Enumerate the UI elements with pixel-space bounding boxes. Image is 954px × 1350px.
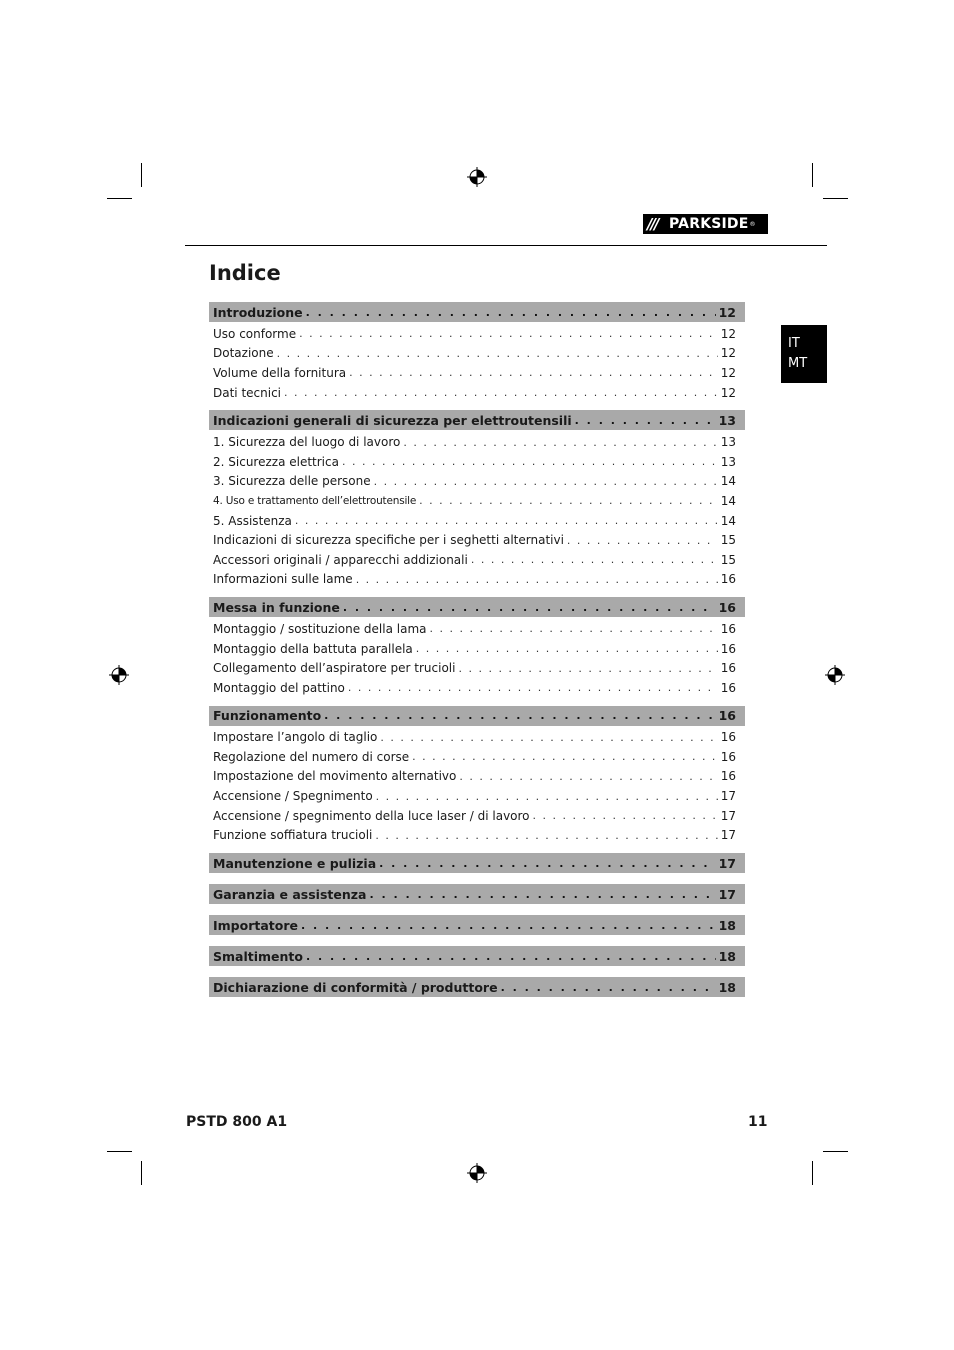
toc-page-number: 17 — [720, 828, 736, 843]
toc-entry-label: 4. Uso e trattamento dell’elettroutensile — [213, 494, 417, 507]
table-of-contents — [209, 302, 745, 997]
toc-entry-label: Accensione / spegnimento della luce laser / di lavoro — [213, 808, 530, 823]
toc-entry-label: Volume della fornitura — [213, 365, 347, 380]
footer-page-number: 11 — [748, 1114, 768, 1130]
toc-page-number: 12 — [720, 346, 736, 361]
toc-page-number: 17 — [718, 886, 736, 902]
toc-leader-dots — [375, 829, 717, 842]
toc-leader-dots — [356, 573, 718, 586]
toc-page-number: 15 — [720, 533, 736, 548]
toc-leader-dots — [567, 534, 718, 547]
toc-entry[interactable] — [209, 806, 745, 826]
toc-leader-dots — [374, 475, 718, 488]
toc-page-number: 16 — [718, 599, 736, 615]
toc-leader-dots — [299, 327, 718, 340]
language-code: MT — [788, 356, 808, 371]
toc-section-heading[interactable] — [209, 946, 745, 966]
crop-mark — [812, 1161, 813, 1185]
toc-page-number: 13 — [718, 412, 736, 428]
toc-spacer — [209, 845, 745, 853]
toc-section-heading[interactable] — [209, 977, 745, 997]
toc-spacer — [209, 698, 745, 706]
toc-page-number: 17 — [720, 789, 736, 804]
toc-page-number: 13 — [720, 454, 736, 469]
toc-entry[interactable] — [209, 530, 745, 550]
toc-entry[interactable] — [209, 825, 745, 845]
toc-section-title: Importatore — [213, 917, 298, 933]
toc-entry[interactable] — [209, 550, 745, 570]
toc-entry[interactable] — [209, 786, 745, 806]
toc-leader-dots — [380, 731, 717, 744]
toc-entry-label: 1. Sicurezza del luogo di lavoro — [213, 435, 401, 450]
toc-section-heading[interactable] — [209, 410, 745, 430]
crop-mark — [107, 1151, 132, 1152]
toc-page-number: 16 — [720, 661, 736, 676]
toc-section-title: Messa in funzione — [213, 599, 340, 615]
crop-mark — [823, 1151, 848, 1152]
toc-entry-label: 5. Assistenza — [213, 513, 292, 528]
toc-spacer — [209, 402, 745, 410]
toc-entry[interactable] — [209, 658, 745, 678]
toc-page-number: 12 — [720, 365, 736, 380]
toc-page-number: 16 — [720, 769, 736, 784]
toc-entry[interactable] — [209, 344, 745, 364]
toc-entry-label: Montaggio / sostituzione della lama — [213, 621, 427, 636]
toc-page-number: 13 — [720, 435, 736, 450]
toc-leader-dots — [295, 514, 718, 527]
toc-leader-dots — [376, 790, 718, 803]
toc-entry-label: Regolazione del numero di corse — [213, 749, 410, 764]
toc-section-title: Introduzione — [213, 304, 303, 320]
logo-registered-mark: ® — [749, 220, 756, 228]
toc-page-number: 17 — [720, 808, 736, 823]
toc-leader-dots — [284, 386, 718, 399]
toc-section-title: Smaltimento — [213, 948, 303, 964]
toc-page-number: 17 — [718, 855, 736, 871]
crop-mark — [823, 198, 848, 199]
registration-mark-icon — [467, 167, 487, 187]
toc-page-number: 14 — [720, 474, 736, 489]
toc-leader-dots — [416, 642, 718, 655]
toc-section-heading[interactable] — [209, 597, 745, 617]
toc-section-title: Garanzia e assistenza — [213, 886, 367, 902]
toc-leader-dots — [412, 750, 718, 763]
toc-entry[interactable] — [209, 570, 745, 590]
toc-entry-label: Informazioni sulle lame — [213, 572, 353, 587]
toc-leader-dots — [379, 857, 715, 870]
language-tab — [781, 325, 827, 383]
toc-leader-dots — [459, 770, 717, 783]
toc-entry-label: 3. Sicurezza delle persone — [213, 474, 371, 489]
toc-leader-dots — [348, 681, 718, 694]
toc-page-number: 18 — [718, 917, 736, 933]
toc-entry[interactable] — [209, 619, 745, 639]
crop-mark — [107, 198, 132, 199]
toc-entry[interactable] — [209, 728, 745, 748]
toc-entry-label: Uso conforme — [213, 326, 297, 341]
toc-entry-label: Montaggio della battuta parallela — [213, 641, 413, 656]
toc-section-heading[interactable] — [209, 302, 745, 322]
toc-leader-dots — [501, 981, 716, 994]
toc-section-title: Indicazioni generali di sicurezza per elettroutensili — [213, 412, 572, 428]
toc-section-title: Manutenzione e pulizia — [213, 855, 377, 871]
toc-entry[interactable] — [209, 324, 745, 344]
toc-section-title: Funzionamento — [213, 708, 322, 723]
toc-leader-dots — [429, 622, 717, 635]
registration-mark-icon — [467, 1163, 487, 1183]
toc-entry-label: Accensione / Spegnimento — [213, 789, 373, 804]
toc-page-number: 12 — [720, 326, 736, 341]
toc-entry[interactable] — [209, 363, 745, 383]
footer-model-name: PSTD 800 A1 — [186, 1114, 288, 1130]
toc-entry[interactable] — [209, 767, 745, 787]
toc-entry-label: Accessori originali / apparecchi addizionali — [213, 552, 468, 567]
crop-mark — [141, 163, 142, 187]
toc-leader-dots — [306, 306, 716, 319]
toc-section-heading[interactable] — [209, 884, 745, 904]
toc-entry[interactable] — [209, 491, 745, 511]
toc-spacer — [209, 873, 745, 884]
toc-entry[interactable] — [209, 383, 745, 403]
toc-page-number: 14 — [720, 513, 736, 528]
header-divider — [185, 245, 827, 246]
toc-page-number: 16 — [720, 680, 736, 695]
toc-page-number: 16 — [720, 572, 736, 587]
toc-page-number: 16 — [720, 730, 736, 745]
toc-page-number: 16 — [720, 621, 736, 636]
toc-entry[interactable] — [209, 432, 745, 452]
toc-leader-dots — [575, 414, 716, 427]
toc-leader-dots — [369, 888, 715, 901]
toc-entry[interactable] — [209, 747, 745, 767]
toc-page-number: 14 — [720, 493, 736, 508]
toc-entry-label: Funzione soffiatura trucioli — [213, 828, 373, 843]
toc-leader-dots — [343, 601, 716, 614]
toc-section-heading[interactable] — [209, 706, 745, 726]
toc-spacer — [209, 904, 745, 915]
logo-brand-text: PARKSIDE — [669, 216, 749, 232]
toc-spacer — [209, 935, 745, 946]
parkside-logo — [643, 214, 768, 234]
toc-leader-dots — [419, 494, 718, 507]
registration-mark-icon — [109, 665, 129, 685]
toc-page-number: 16 — [720, 641, 736, 656]
toc-page-number: 16 — [718, 708, 736, 723]
toc-page-number: 16 — [720, 749, 736, 764]
toc-leader-dots — [324, 709, 715, 722]
page-title: Indice — [209, 261, 281, 285]
toc-page-number: 18 — [718, 948, 736, 964]
toc-leader-dots — [458, 662, 717, 675]
toc-entry-label: Dotazione — [213, 346, 274, 361]
toc-entry-label: 2. Sicurezza elettrica — [213, 454, 339, 469]
toc-spacer — [209, 966, 745, 977]
toc-leader-dots — [403, 436, 717, 449]
toc-leader-dots — [342, 455, 718, 468]
toc-entry[interactable] — [209, 452, 745, 472]
toc-entry-label: Dati tecnici — [213, 385, 282, 400]
toc-entry-label: Impostazione del movimento alternativo — [213, 769, 457, 784]
toc-leader-dots — [306, 950, 716, 963]
toc-section-heading[interactable] — [209, 853, 745, 873]
toc-entry[interactable] — [209, 678, 745, 698]
logo-slashes: /// — [647, 215, 658, 233]
toc-page-number: 15 — [720, 552, 736, 567]
toc-page-number: 12 — [718, 304, 736, 320]
toc-leader-dots — [471, 553, 718, 566]
toc-spacer — [209, 589, 745, 597]
crop-mark — [141, 1161, 142, 1185]
toc-section-heading[interactable] — [209, 915, 745, 935]
language-code: IT — [788, 336, 800, 351]
toc-entry[interactable] — [209, 511, 745, 531]
toc-entry-label: Indicazioni di sicurezza specifiche per i seghetti alternativi — [213, 533, 564, 548]
toc-page-number: 12 — [720, 385, 736, 400]
toc-leader-dots — [349, 366, 718, 379]
toc-entry[interactable] — [209, 472, 745, 492]
toc-page-number: 18 — [718, 979, 736, 995]
toc-leader-dots — [301, 919, 716, 932]
crop-mark — [812, 163, 813, 187]
toc-section-title: Dichiarazione di conformità / produttore — [213, 979, 498, 995]
toc-leader-dots — [533, 809, 718, 822]
toc-entry[interactable] — [209, 639, 745, 659]
toc-entry-label: Montaggio del pattino — [213, 680, 345, 695]
toc-entry-label: Collegamento dell’aspiratore per trucioli — [213, 661, 456, 676]
registration-mark-icon — [825, 665, 845, 685]
toc-entry-label: Impostare l’angolo di taglio — [213, 730, 378, 745]
toc-leader-dots — [277, 347, 718, 360]
